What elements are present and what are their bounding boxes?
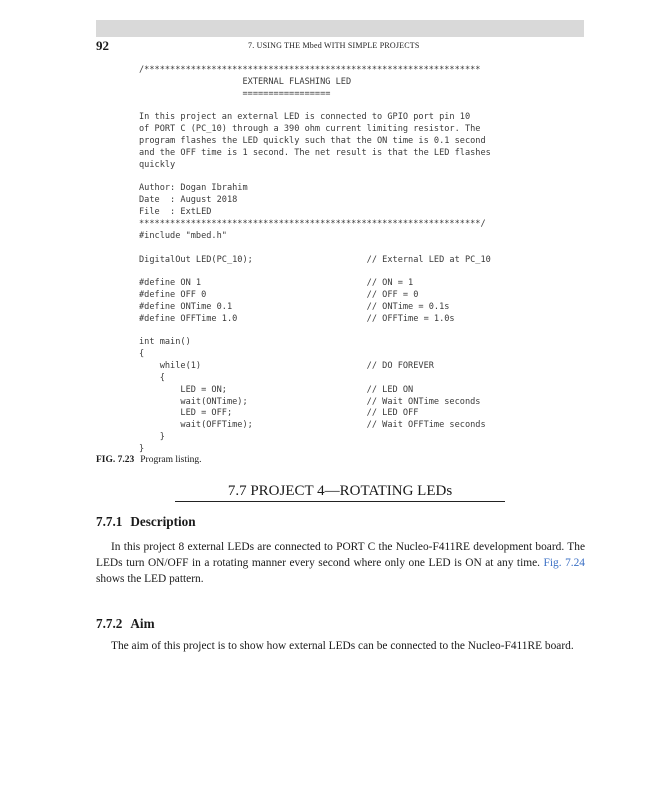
code-line [139,101,584,113]
code-listing [139,65,584,456]
code-line: Date : August 2018 [139,195,238,206]
code-line: } [139,444,145,454]
aim-heading-title: Aim [130,616,155,631]
code-line: #define OFF 0 // OFF = 0 [139,290,419,301]
section-rule [175,501,505,502]
code-line [139,326,584,338]
code-line: #define ONTime 0.1 // ONTime = 0.1s [139,301,450,312]
code-line: { [139,349,145,360]
figure-reference-link[interactable]: Fig. 7.24 [543,557,586,569]
description-heading [96,514,196,530]
code-line: and the OFF time is 1 second. The net result is that the LED flashes [139,147,491,158]
code-line [139,172,584,184]
code-line: of PORT C (PC_10) through a 390 ohm current limiting resistor. The [139,124,481,135]
code-line: wait(OFFTime); // Wait OFFTime seconds [139,420,486,431]
code-line: #define ON 1 // ON = 1 [139,278,414,289]
code-line: quickly [139,159,176,170]
code-line: ******************************************************************/ [139,218,486,229]
figure-caption [96,455,202,465]
page-number: 92 [96,38,109,53]
running-head: 7. USING THE Mbed WITH SIMPLE PROJECTS [248,41,420,50]
code-line: ================= [139,88,331,99]
section-title: 7.7 PROJECT 4—ROTATING LEDs [227,483,453,499]
aim-heading [96,616,155,632]
description-paragraph [96,539,585,587]
code-line: #define OFFTime 1.0 // OFFTime = 1.0s [139,313,455,324]
code-line: int main() [139,337,191,348]
code-line: EXTERNAL FLASHING LED [139,76,352,87]
figure-caption-text: Program listing. [140,455,202,465]
aim-heading-number: 7.7.2 [96,616,123,631]
code-line: DigitalOut LED(PC_10); // External LED at PC_10 [139,254,491,265]
code-line: wait(ONTime); // Wait ONTime seconds [139,396,481,407]
header-bar [96,20,584,37]
code-line: { [139,372,165,383]
code-line: File : ExtLED [139,207,212,218]
code-line: LED = ON; // LED ON [139,384,414,395]
figure-label: FIG. 7.23 [96,455,135,465]
code-line: while(1) // DO FOREVER [139,361,434,372]
code-line: In this project an external LED is connected to GPIO port pin 10 [139,112,471,123]
code-line: } [139,432,165,443]
code-line: program flashes the LED quickly such that the ON time is 0.1 second [139,136,486,147]
description-heading-title: Description [130,514,196,529]
code-line: LED = OFF; // LED OFF [139,408,419,419]
code-line [139,243,584,255]
code-line: Author: Dogan Ibrahim [139,183,248,194]
description-text-end: shows the LED pattern. [96,573,204,585]
aim-paragraph: The aim of this project is to show how external LEDs can be connected to the Nucleo-F411RE board. [111,640,574,652]
code-line: #include "mbed.h" [139,230,227,241]
code-line: /***************************************************************** [139,65,481,75]
description-text-start: In this project 8 external LEDs are connected to PORT C the Nucleo-F411RE development board. The LEDs turn ON/OFF in a rotating manner every second where only one LED is ON at any time. [96,541,585,569]
code-line [139,266,584,278]
description-heading-number: 7.7.1 [96,514,123,529]
